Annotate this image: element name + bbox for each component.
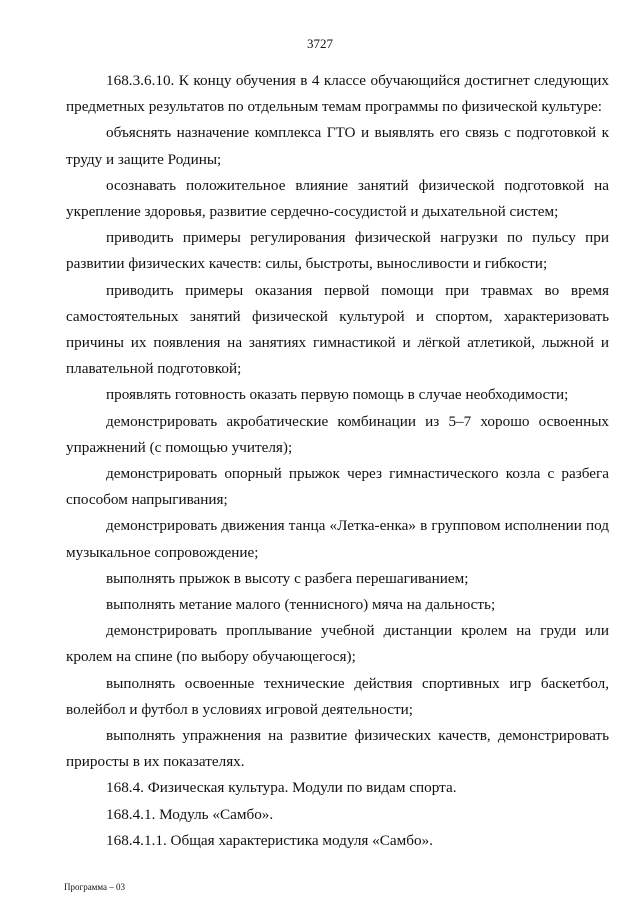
document-body bbox=[66, 68, 609, 854]
paragraph-first-aid-examples: приводить примеры оказания первой помощи при травмах во время самостоятельных занятий физической культурой и спортом, характеризовать причины их появления на занятиях гимнастикой и лёгкой атлетикой, лыжной и плавательной подготовкой; bbox=[66, 281, 609, 378]
paragraph-intro: 168.3.6.10. К концу обучения в 4 классе обучающийся достигнет следующих предметных результатов по отдельным темам программы по физической культуре: bbox=[66, 72, 609, 116]
paragraph-health: осознавать положительное влияние занятий физической подготовкой на укрепление здоровья, развитие сердечно-сосудистой и дыхательной систем; bbox=[66, 176, 609, 221]
page-footer: Программа – 03 bbox=[64, 882, 126, 892]
section-heading-sambo: 168.4.1. Модуль «Самбо». bbox=[106, 805, 274, 823]
paragraph-gto: объяснять назначение комплекса ГТО и выявлять его связь с подготовкой к труду и защите Родины; bbox=[66, 124, 609, 168]
paragraph-physical-qualities: выполнять упражнения на развитие физических качеств, демонстрировать приросты в их показателях. bbox=[66, 727, 609, 771]
paragraph-high-jump: выполнять прыжок в высоту с разбега перешагиванием; bbox=[106, 569, 469, 587]
page-number: 3727 bbox=[307, 36, 333, 51]
paragraph-first-aid-readiness: проявлять готовность оказать первую помощь в случае необходимости; bbox=[106, 386, 569, 404]
paragraph-acrobatics: демонстрировать акробатические комбинации из 5–7 хорошо освоенных упражнений (с помощью учителя); bbox=[66, 412, 609, 456]
section-heading-modules: 168.4. Физическая культура. Модули по видам спорта. bbox=[106, 779, 457, 797]
paragraph-swimming: демонстрировать проплывание учебной дистанции кролем на груди или кролем на спине (по выбору обучающегося); bbox=[66, 622, 609, 666]
section-heading-sambo-overview: 168.4.1.1. Общая характеристика модуля «Самбо». bbox=[106, 831, 433, 849]
paragraph-vault: демонстрировать опорный прыжок через гимнастического козла с разбега способом напрыгивания; bbox=[66, 465, 609, 509]
paragraph-ball-throw: выполнять метание малого (теннисного) мяча на дальность; bbox=[106, 596, 496, 614]
paragraph-sport-games: выполнять освоенные технические действия спортивных игр баскетбол, волейбол и футбол в условиях игровой деятельности; bbox=[66, 674, 609, 718]
paragraph-pulse: приводить примеры регулирования физической нагрузки по пульсу при развитии физических качеств: силы, быстроты, выносливости и гибкости; bbox=[66, 229, 609, 273]
paragraph-dance: демонстрировать движения танца «Летка-енка» в групповом исполнении под музыкальное сопровождение; bbox=[66, 517, 609, 561]
